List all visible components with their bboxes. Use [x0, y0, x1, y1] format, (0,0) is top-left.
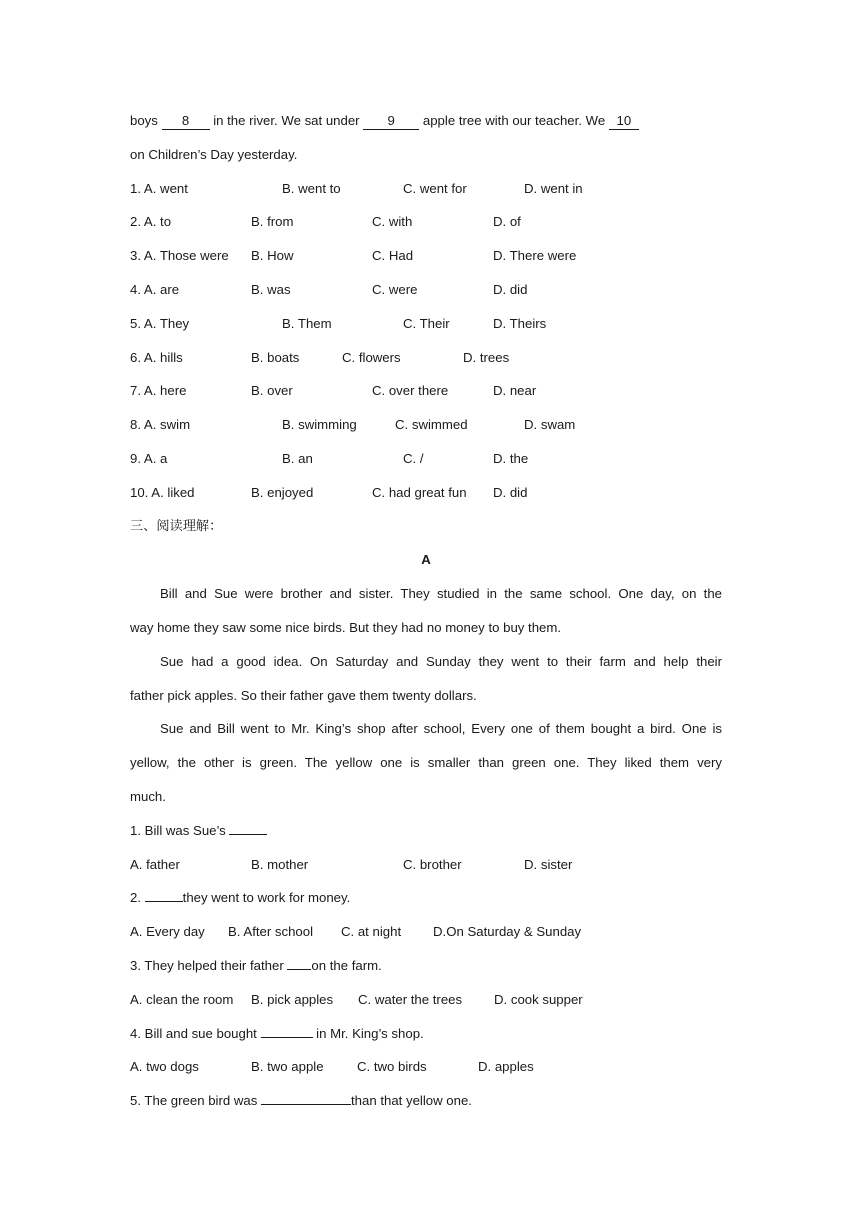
question-stem-tail: in Mr. King’s shop.	[312, 1025, 424, 1041]
option-d: D. apples	[478, 1059, 534, 1075]
answer-blank	[287, 957, 311, 970]
passage-paragraph-2	[130, 645, 722, 713]
option-b: B. How	[251, 248, 294, 264]
option-b: B. an	[282, 450, 313, 466]
option-d: D. the	[493, 450, 529, 466]
option-b: B. was	[251, 281, 291, 297]
cloze-text: boys	[130, 113, 162, 128]
cloze-question-3	[130, 239, 722, 273]
answer-blank	[261, 1092, 351, 1105]
paragraph-line: way home they saw some nice birds. But they had no money to buy them.	[130, 619, 562, 635]
answer-blank	[229, 822, 267, 835]
reading-options-2	[130, 915, 722, 949]
question-stem: 4. Bill and sue bought	[130, 1025, 261, 1041]
option-d: D. There were	[493, 248, 577, 264]
blank-9: 9	[363, 113, 419, 130]
option-d: D. cook supper	[494, 991, 583, 1007]
option-b: B. went to	[282, 180, 341, 196]
paragraph-line: Sue had a good idea. On Saturday and Sunday they went to their farm and help their	[160, 653, 722, 669]
option-c: C. water the trees	[358, 991, 463, 1007]
passage-paragraph-3	[130, 712, 722, 813]
option-d: D. swam	[524, 417, 576, 433]
option-b: B. After school	[228, 924, 314, 940]
cloze-question-9	[130, 442, 722, 476]
option-a: 2. A. to	[130, 214, 172, 230]
option-b: B. boats	[251, 349, 300, 365]
option-c: C. were	[372, 281, 418, 297]
cloze-text: apple tree with our teacher. We	[419, 113, 609, 128]
option-c: C. had great fun	[372, 484, 467, 500]
passage-label: A	[421, 552, 431, 568]
option-c: C. went for	[403, 180, 467, 196]
option-b: B. swimming	[282, 417, 357, 433]
option-d: D. sister	[524, 856, 573, 872]
reading-question-2	[130, 881, 722, 915]
cloze-question-2	[130, 205, 722, 239]
reading-options-1	[130, 848, 722, 882]
reading-options-3	[130, 983, 722, 1017]
option-a: A. father	[130, 856, 180, 872]
cloze-question-8	[130, 408, 722, 442]
option-b: B. Them	[282, 315, 332, 331]
section-heading: 三、阅读理解：	[130, 518, 223, 534]
option-d: D. of	[493, 214, 521, 230]
option-a: 6. A. hills	[130, 349, 183, 365]
question-stem: 1. Bill was Sue’s	[130, 822, 230, 838]
option-b: B. enjoyed	[251, 484, 314, 500]
option-a: 3. A. Those were	[130, 248, 229, 264]
paragraph-line: much.	[130, 788, 166, 804]
option-b: B. two apple	[251, 1059, 324, 1075]
answer-blank	[261, 1025, 313, 1038]
question-stem: 2.	[130, 890, 145, 906]
option-d: D. did	[493, 281, 528, 297]
option-a: 10. A. liked	[130, 484, 195, 500]
option-c: C. two birds	[357, 1059, 427, 1075]
blank-10: 10	[609, 113, 639, 130]
option-d: D.On Saturday & Sunday	[433, 924, 582, 940]
cloze-line-1	[130, 104, 722, 138]
option-d: D. trees	[463, 349, 510, 365]
reading-options-4	[130, 1050, 722, 1084]
option-b: B. pick apples	[251, 991, 334, 1007]
paragraph-line: father pick apples. So their father gave them twenty dollars.	[130, 687, 477, 703]
reading-question-1	[130, 814, 722, 848]
reading-question-5	[130, 1084, 722, 1118]
option-d: D. Theirs	[493, 315, 547, 331]
option-a: A. two dogs	[130, 1059, 199, 1075]
option-c: C. /	[403, 450, 424, 466]
option-c: C. with	[372, 214, 413, 230]
question-stem: 5. The green bird was	[130, 1093, 261, 1109]
reading-question-4	[130, 1017, 722, 1051]
cloze-question-6	[130, 341, 722, 375]
option-a: A. Every day	[130, 924, 205, 940]
cloze-question-5	[130, 307, 722, 341]
answer-blank	[145, 889, 183, 902]
option-d: D. near	[493, 383, 537, 399]
option-c: C. flowers	[342, 349, 401, 365]
option-c: C. swimmed	[395, 417, 468, 433]
option-c: C. brother	[403, 856, 462, 872]
cloze-text: in the river. We sat under	[209, 113, 364, 128]
cloze-question-1	[130, 172, 722, 206]
cloze-question-10	[130, 476, 722, 510]
option-c: C. over there	[372, 383, 449, 399]
option-a: 8. A. swim	[130, 417, 191, 433]
option-a: 1. A. went	[130, 180, 188, 196]
question-stem: 3. They helped their father	[130, 957, 288, 973]
reading-question-3	[130, 949, 722, 983]
cloze-question-7	[130, 374, 722, 408]
option-a: 9. A. a	[130, 450, 168, 466]
blank-8: 8	[162, 113, 210, 130]
option-b: B. over	[251, 383, 293, 399]
option-a: A. clean the room	[130, 991, 234, 1007]
paragraph-line: Bill and Sue were brother and sister. They studied in the same school. One day, on the	[160, 586, 722, 602]
option-a: 7. A. here	[130, 383, 187, 399]
paragraph-line: yellow, the other is green. The yellow one is smaller than green one. They liked them very	[130, 755, 722, 771]
text-column	[130, 104, 722, 1118]
option-c: C. at night	[341, 924, 402, 940]
option-d: D. did	[493, 484, 528, 500]
question-stem-tail: they went to work for money.	[182, 890, 351, 906]
option-b: B. from	[251, 214, 294, 230]
question-stem-tail: than that yellow one.	[350, 1093, 472, 1109]
option-c: C. Their	[403, 315, 450, 331]
option-b: B. mother	[251, 856, 309, 872]
paragraph-line: Sue and Bill went to Mr. King’s shop after school, Every one of them bought a bird. One is	[160, 721, 722, 737]
option-d: D. went in	[524, 180, 583, 196]
question-stem-tail: on the farm.	[311, 957, 382, 973]
option-a: 5. A. They	[130, 315, 190, 331]
option-a: 4. A. are	[130, 281, 180, 297]
option-c: C. Had	[372, 248, 414, 264]
passage-paragraph-1	[130, 577, 722, 645]
cloze-line-2: on Children’s Day yesterday.	[130, 146, 298, 162]
cloze-question-4	[130, 273, 722, 307]
